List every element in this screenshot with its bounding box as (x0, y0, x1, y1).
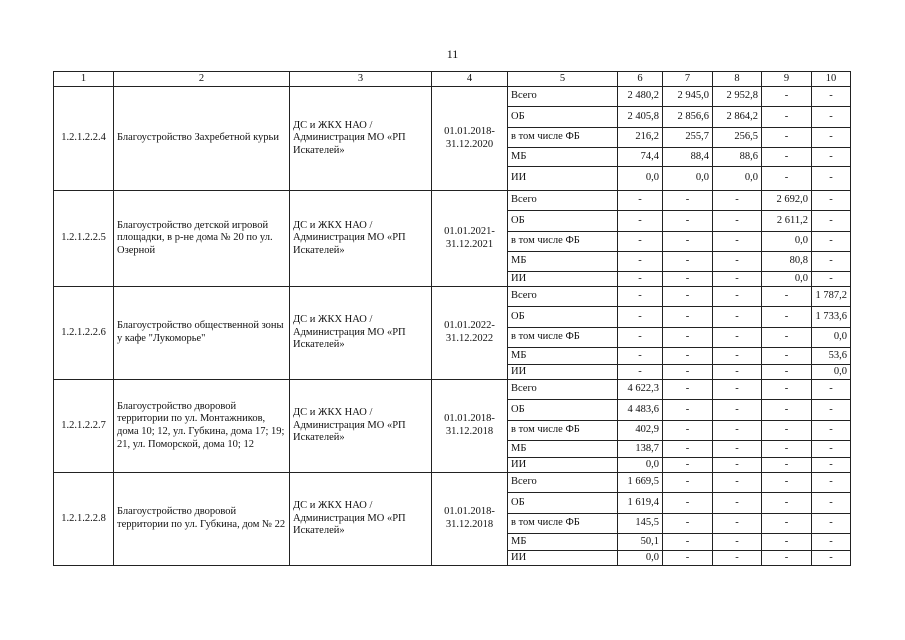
value-cell: 1 619,4 (618, 493, 663, 514)
value-cell: 256,5 (713, 128, 762, 148)
value-cell: - (663, 421, 713, 441)
value-cell: 255,7 (663, 128, 713, 148)
value-cell: - (618, 348, 663, 365)
value-cell: - (812, 534, 851, 551)
value-cell: - (762, 167, 812, 191)
funding-source: МБ (508, 441, 618, 458)
value-cell: - (812, 252, 851, 272)
value-cell: - (812, 211, 851, 232)
value-cell: - (812, 400, 851, 421)
funding-source: МБ (508, 534, 618, 551)
item-name: Благоустройство дворовой территории по ул. Монтажников, дома 10; 12, ул. Губкина, дома 17; 19; 21, ул. Поморской, дома 10; 12 (114, 380, 290, 473)
item-code: 1.2.1.2.2.4 (54, 87, 114, 191)
value-cell: 88,6 (713, 148, 762, 167)
table-row (54, 380, 851, 400)
funding-source: в том числе ФБ (508, 128, 618, 148)
header-cell: 8 (713, 72, 762, 87)
value-cell: - (663, 328, 713, 348)
value-cell: 0,0 (618, 458, 663, 473)
header-cell: 10 (812, 72, 851, 87)
item-code: 1.2.1.2.2.6 (54, 287, 114, 380)
funding-source: ОБ (508, 211, 618, 232)
value-cell: - (812, 128, 851, 148)
value-cell: 0,0 (663, 167, 713, 191)
funding-source: ОБ (508, 400, 618, 421)
header-cell: 5 (508, 72, 618, 87)
value-cell: 2 856,6 (663, 107, 713, 128)
value-cell: - (713, 307, 762, 328)
value-cell: - (812, 232, 851, 252)
header-cell: 4 (432, 72, 508, 87)
value-cell: 0,0 (812, 365, 851, 380)
item-name: Благоустройство детской игровой площадки, в р-не дома № 20 по ул. Озерной (114, 191, 290, 287)
value-cell: - (618, 365, 663, 380)
value-cell: - (618, 191, 663, 211)
value-cell: 4 622,3 (618, 380, 663, 400)
value-cell: - (618, 328, 663, 348)
value-cell: - (663, 400, 713, 421)
value-cell: - (812, 167, 851, 191)
value-cell: - (762, 458, 812, 473)
funding-source: Всего (508, 287, 618, 307)
value-cell: - (713, 400, 762, 421)
value-cell: - (762, 473, 812, 493)
value-cell: - (762, 551, 812, 566)
funding-source: ИИ (508, 458, 618, 473)
value-cell: - (812, 148, 851, 167)
value-cell: - (663, 191, 713, 211)
page-number: 11 (446, 47, 459, 61)
value-cell: - (663, 287, 713, 307)
value-cell: - (713, 191, 762, 211)
value-cell: - (713, 421, 762, 441)
funding-source: Всего (508, 380, 618, 400)
item-code: 1.2.1.2.2.7 (54, 380, 114, 473)
value-cell: 0,0 (762, 272, 812, 287)
item-period: 01.01.2021-31.12.2021 (432, 191, 508, 287)
value-cell: 0,0 (618, 167, 663, 191)
value-cell: 1 787,2 (812, 287, 851, 307)
item-code: 1.2.1.2.2.5 (54, 191, 114, 287)
funding-source: МБ (508, 348, 618, 365)
value-cell: 0,0 (812, 328, 851, 348)
funding-source: МБ (508, 148, 618, 167)
value-cell: - (713, 252, 762, 272)
value-cell: - (812, 87, 851, 107)
value-cell: - (713, 493, 762, 514)
value-cell: - (663, 514, 713, 534)
value-cell: 1 669,5 (618, 473, 663, 493)
table-row (54, 287, 851, 307)
value-cell: - (762, 307, 812, 328)
value-cell: 80,8 (762, 252, 812, 272)
value-cell: - (762, 128, 812, 148)
value-cell: - (618, 232, 663, 252)
value-cell: - (762, 493, 812, 514)
value-cell: - (762, 534, 812, 551)
value-cell: - (713, 458, 762, 473)
value-cell: - (812, 493, 851, 514)
funding-source: ИИ (508, 365, 618, 380)
value-cell: - (713, 365, 762, 380)
funding-source: в том числе ФБ (508, 421, 618, 441)
value-cell: - (713, 441, 762, 458)
value-cell: - (663, 232, 713, 252)
value-cell: 2 952,8 (713, 87, 762, 107)
funding-source: Всего (508, 87, 618, 107)
value-cell: - (812, 514, 851, 534)
value-cell: - (812, 473, 851, 493)
value-cell: - (663, 380, 713, 400)
value-cell: - (618, 287, 663, 307)
value-cell: - (663, 365, 713, 380)
value-cell: 2 480,2 (618, 87, 663, 107)
value-cell: - (663, 441, 713, 458)
value-cell: - (663, 458, 713, 473)
header-row (54, 72, 851, 87)
item-name: Благоустройство общественной зоны у кафе "Лукоморье" (114, 287, 290, 380)
value-cell: - (618, 307, 663, 328)
value-cell: - (663, 473, 713, 493)
value-cell: - (713, 551, 762, 566)
value-cell: - (713, 272, 762, 287)
value-cell: - (812, 458, 851, 473)
value-cell: - (762, 348, 812, 365)
funding-source: Всего (508, 473, 618, 493)
value-cell: 2 611,2 (762, 211, 812, 232)
item-executor: ДС и ЖКХ НАО / Администрация МО «РП Искателей» (290, 87, 432, 191)
value-cell: - (762, 441, 812, 458)
value-cell: - (713, 232, 762, 252)
value-cell: - (663, 211, 713, 232)
value-cell: - (762, 380, 812, 400)
funding-source: ИИ (508, 551, 618, 566)
value-cell: - (663, 493, 713, 514)
value-cell: 4 483,6 (618, 400, 663, 421)
value-cell: 216,2 (618, 128, 663, 148)
value-cell: - (762, 107, 812, 128)
table-row (54, 191, 851, 211)
value-cell: - (812, 551, 851, 566)
value-cell: - (762, 400, 812, 421)
table-row (54, 473, 851, 493)
value-cell: - (618, 272, 663, 287)
funding-source: ОБ (508, 493, 618, 514)
value-cell: 2 864,2 (713, 107, 762, 128)
funding-source: МБ (508, 252, 618, 272)
value-cell: - (663, 272, 713, 287)
header-cell: 7 (663, 72, 713, 87)
value-cell: - (762, 514, 812, 534)
item-period: 01.01.2018-31.12.2018 (432, 380, 508, 473)
funding-source: Всего (508, 191, 618, 211)
funding-source: в том числе ФБ (508, 514, 618, 534)
table-row (54, 87, 851, 107)
value-cell: - (812, 421, 851, 441)
value-cell: - (713, 328, 762, 348)
value-cell: - (713, 534, 762, 551)
header-cell: 6 (618, 72, 663, 87)
budget-table (53, 71, 851, 566)
value-cell: 138,7 (618, 441, 663, 458)
value-cell: 50,1 (618, 534, 663, 551)
value-cell: 0,0 (618, 551, 663, 566)
item-executor: ДС и ЖКХ НАО / Администрация МО «РП Искателей» (290, 191, 432, 287)
funding-source: в том числе ФБ (508, 232, 618, 252)
item-period: 01.01.2018-31.12.2020 (432, 87, 508, 191)
value-cell: 74,4 (618, 148, 663, 167)
value-cell: - (663, 534, 713, 551)
value-cell: - (762, 328, 812, 348)
item-name: Благоустройство Захребетной курьи (114, 87, 290, 191)
value-cell: - (812, 380, 851, 400)
value-cell: 53,6 (812, 348, 851, 365)
value-cell: 2 692,0 (762, 191, 812, 211)
value-cell: 1 733,6 (812, 307, 851, 328)
value-cell: - (762, 421, 812, 441)
value-cell: 145,5 (618, 514, 663, 534)
value-cell: - (812, 272, 851, 287)
value-cell: - (713, 514, 762, 534)
value-cell: - (762, 148, 812, 167)
value-cell: - (812, 191, 851, 211)
item-executor: ДС и ЖКХ НАО / Администрация МО «РП Искателей» (290, 473, 432, 566)
header-cell: 2 (114, 72, 290, 87)
value-cell: - (618, 211, 663, 232)
value-cell: - (762, 287, 812, 307)
value-cell: 88,4 (663, 148, 713, 167)
header-cell: 3 (290, 72, 432, 87)
item-name: Благоустройство дворовой территории по ул. Губкина, дом № 22 (114, 473, 290, 566)
value-cell: 402,9 (618, 421, 663, 441)
funding-source: ОБ (508, 107, 618, 128)
item-period: 01.01.2022-31.12.2022 (432, 287, 508, 380)
item-executor: ДС и ЖКХ НАО / Администрация МО «РП Искателей» (290, 380, 432, 473)
item-executor: ДС и ЖКХ НАО / Администрация МО «РП Искателей» (290, 287, 432, 380)
header-cell: 9 (762, 72, 812, 87)
funding-source: в том числе ФБ (508, 328, 618, 348)
header-cell: 1 (54, 72, 114, 87)
value-cell: - (713, 473, 762, 493)
value-cell: - (812, 441, 851, 458)
value-cell: 2 405,8 (618, 107, 663, 128)
value-cell: 2 945,0 (663, 87, 713, 107)
value-cell: - (663, 307, 713, 328)
funding-source: ОБ (508, 307, 618, 328)
value-cell: - (713, 287, 762, 307)
value-cell: 0,0 (762, 232, 812, 252)
item-period: 01.01.2018-31.12.2018 (432, 473, 508, 566)
value-cell: - (713, 348, 762, 365)
value-cell: - (713, 211, 762, 232)
funding-source: ИИ (508, 272, 618, 287)
value-cell: 0,0 (713, 167, 762, 191)
value-cell: - (663, 551, 713, 566)
value-cell: - (713, 380, 762, 400)
value-cell: - (618, 252, 663, 272)
value-cell: - (762, 365, 812, 380)
value-cell: - (663, 252, 713, 272)
value-cell: - (663, 348, 713, 365)
item-code: 1.2.1.2.2.8 (54, 473, 114, 566)
value-cell: - (812, 107, 851, 128)
value-cell: - (762, 87, 812, 107)
funding-source: ИИ (508, 167, 618, 191)
